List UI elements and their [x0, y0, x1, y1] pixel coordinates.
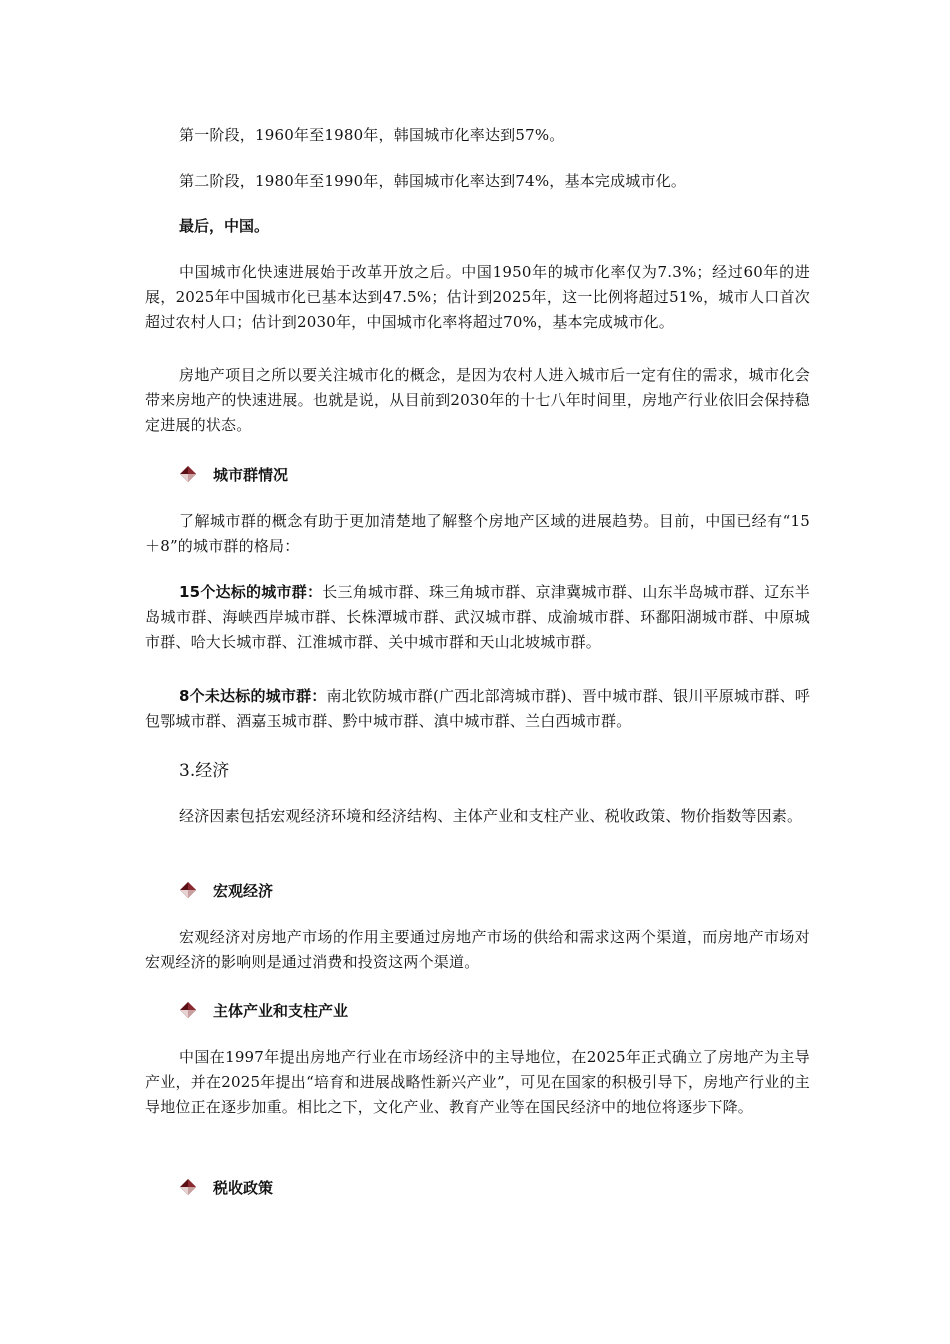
bullet-label-pillar-industry: 主体产业和支柱产业: [213, 1001, 349, 1020]
bullet-label-tax-policy: 税收政策: [213, 1178, 274, 1197]
diamond-bullet-icon: [179, 1001, 197, 1019]
bullet-city-cluster: [179, 462, 288, 486]
paragraph-china-urbanization: 中国城市化快速进展始于改革开放之后。中国1950年的城市化率仅为7.3%；经过60年的进展，2025年中国城市化已基本达到47.5%；估计到2025年，这一比例将超过51%，城市人口首次超过农村人口；估计到2030年，中国城市化率将超过70%，基本完成城市化。: [145, 263, 810, 331]
diamond-bullet-icon: [179, 1178, 197, 1196]
fifteen-clusters-list: 长三角城市群、珠三角城市群、京津冀城市群、山东半岛城市群、辽东半岛城市群、海峡西岸城市群、长株潭城市群、武汉城市群、成渝城市群、环鄱阳湖城市群、中原城市群、哈大长城市群、江淮城市群、关中城市群和天山北坡城市群。: [145, 583, 811, 651]
paragraph-korea-stage2: 第二阶段，1980年至1990年，韩国城市化率达到74%，基本完成城市化。: [179, 172, 687, 190]
diamond-bullet-icon: [179, 465, 197, 483]
china-heading: 最后，中国。: [179, 217, 270, 235]
bullet-label-city-cluster: 城市群情况: [213, 465, 289, 484]
eight-clusters-list: 南北钦防城市群(广西北部湾城市群)、晋中城市群、银川平原城市群、呼包鄂城市群、酒嘉玉城市群、黔中城市群、滇中城市群、兰白西城市群。: [145, 687, 810, 730]
paragraph-real-estate-reason: 房地产项目之所以要关注城市化的概念，是因为农村人进入城市后一定有住的需求，城市化会带来房地产的快速进展。也就是说，从目前到2030年的十七八年时间里，房地产行业依旧会保持稳定进展的状态。: [145, 366, 810, 434]
paragraph-pillar-industry: 中国在1997年提出房地产行业在市场经济中的主导地位，在2025年正式确立了房地产为主导产业，并在2025年提出“培育和进展战略性新兴产业”，可见在国家的积极引导下，房地产行业的主导地位正在逐步加重。相比之下，文化产业、教育产业等在国民经济中的地位将逐步下降。: [145, 1048, 810, 1116]
fifteen-clusters-label: 15个达标的城市群：: [179, 583, 323, 601]
bullet-label-macro-economy: 宏观经济: [213, 881, 274, 900]
diamond-bullet-icon: [179, 881, 197, 899]
section-title-economy: 3.经济: [179, 761, 230, 781]
paragraph-fifteen-clusters: [145, 580, 810, 655]
paragraph-economy-intro: 经济因素包括宏观经济环境和经济结构、主体产业和支柱产业、税收政策、物价指数等因素。: [179, 807, 803, 825]
eight-clusters-label: 8个未达标的城市群：: [179, 687, 327, 705]
paragraph-city-cluster-intro: 了解城市群的概念有助于更加清楚地了解整个房地产区域的进展趋势。目前，中国已经有“15＋8”的城市群的格局：: [145, 512, 810, 555]
bullet-macro-economy: [179, 878, 273, 902]
bullet-pillar-industry: [179, 998, 348, 1022]
paragraph-macro-economy: 宏观经济对房地产市场的作用主要通过房地产市场的供给和需求这两个渠道，而房地产市场对宏观经济的影响则是通过消费和投资这两个渠道。: [145, 928, 810, 971]
bullet-tax-policy: [179, 1175, 273, 1199]
paragraph-korea-stage1: 第一阶段，1960年至1980年，韩国城市化率达到57%。: [179, 126, 565, 144]
paragraph-eight-clusters: [145, 684, 810, 734]
